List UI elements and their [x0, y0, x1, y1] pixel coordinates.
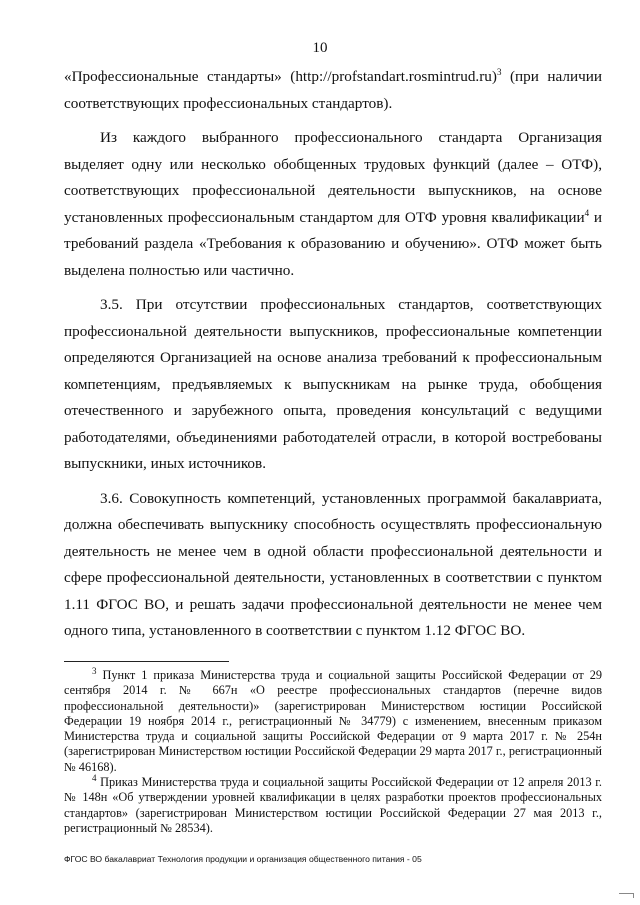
main-text	[64, 64, 602, 653]
corner-mark	[619, 893, 634, 898]
footnote-4-text: Приказ Министерства труда и социальной защиты Российской Федерации от 12 апреля 2013 г. № 148н «Об утверждении уровней квалификации в целях разработки проектов профессиональных стандартов» (зарегистрирован Министерством юстиции Российской Федерации 27 мая 2013 г., регистрационный № 28534).	[64, 775, 602, 835]
paragraph-3-5: 3.5. При отсутствии профессиональных стандартов, соответствующих профессиональной деятельности выпускников, профессиональные компетенции определяются Организацией на основе анализа требований к профессиональным компетенциям, предъявляемых к выпускникам на рынке труда, обобщения отечественного и зарубежного опыта, проведения консультаций с ведущими работодателями, объединениями работодателей отрасли, в которой востребованы выпускники, иных источников.	[64, 296, 602, 472]
footnote-3-mark: 3	[92, 665, 97, 676]
paragraph-1-text: «Профессиональные стандарты» (http://profstandart.rosmintrud.ru)	[64, 68, 497, 85]
footnote-4-mark: 4	[92, 772, 97, 783]
paragraph-2-tail: и требований раздела «Требования к образованию и обучению». ОТФ может быть выделена полностью или частично.	[64, 208, 602, 279]
paragraph-1-tail: (при наличии соответствующих профессиональных стандартов).	[64, 68, 603, 112]
paragraph-2	[64, 125, 602, 284]
footnote-3-text: Пункт 1 приказа Министерства труда и социальной защиты Российской Федерации от 29 сентября 2014 г. № 667н «О реестре профессиональных стандартов (перечне видов профессиональной деятельности)» (зарегистрирован Министерством юстиции Российской Федерации 19 ноября 2014 г., регистрационный № 34779) с изменением, внесенным приказом Министерства труда и социальной защиты Российской Федерации от 9 марта 2017 г. № 254н (зарегистрирован Министерством юстиции Российской Федерации 29 марта 2017 г., регистрационный № 46168).	[64, 668, 602, 774]
footnote-ref-3: 3	[496, 66, 502, 77]
footnote-separator	[64, 661, 229, 662]
footnote-ref-4: 4	[584, 207, 590, 218]
page-footer: ФГОС ВО бакалавриат Технология продукции и организация общественного питания - 05	[64, 854, 422, 864]
footnotes	[64, 665, 602, 836]
paragraph-3-6: 3.6. Совокупность компетенций, установленных программой бакалавриата, должна обеспечивать выпускнику способность осуществлять профессиональную деятельность не менее чем в одной области профессиональной деятельности и сфере профессиональной деятельности, установленных в соответствии с пунктом 1.11 ФГОС ВО, и решать задачи профессиональной деятельности не менее чем одного типа, установленного в соответствии с пунктом 1.12 ФГОС ВО.	[64, 489, 602, 639]
footnote-3	[64, 665, 602, 775]
page-number: 10	[312, 40, 328, 56]
footnote-4	[64, 772, 602, 836]
paragraph-1	[64, 64, 602, 117]
paragraph-2-text: Из каждого выбранного профессионального стандарта Организация выделяет одну или несколько обобщенных трудовых функций (далее – ОТФ), соответствующих профессиональной деятельности выпускников, на основе установленных профессиональным стандартом для ОТФ уровня квалификации	[64, 129, 602, 226]
